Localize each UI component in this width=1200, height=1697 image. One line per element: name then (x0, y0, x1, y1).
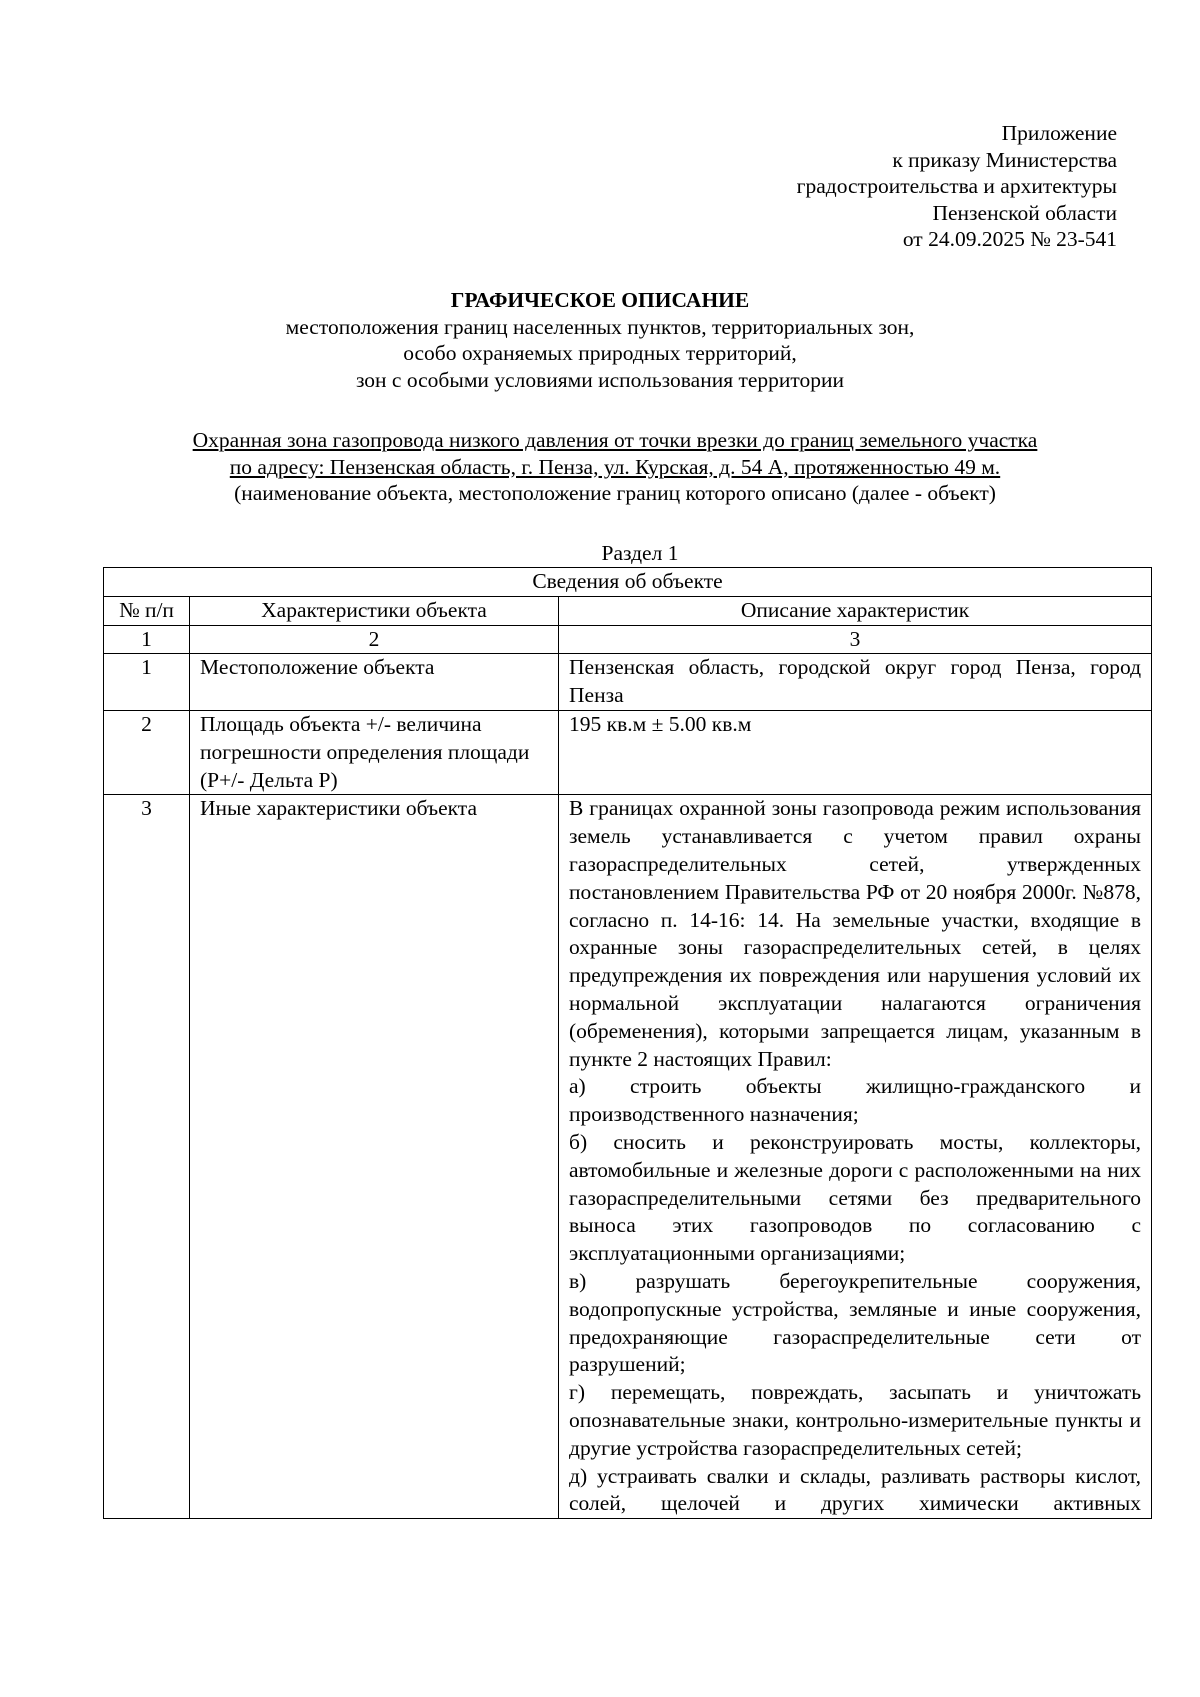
row-description (559, 795, 1152, 1519)
table-row (104, 710, 1152, 794)
table-column-number-row (104, 625, 1152, 654)
object-name-caption: (наименование объекта, местоположение границ которого описано (далее - объект) (234, 481, 996, 505)
row-description (559, 654, 1152, 711)
appendix-line: к приказу Министерства (892, 147, 1117, 172)
description-paragraph: в) разрушать берегоукрепительные сооружения, водопропускные устройства, земляные и иные сооружения, предохраняющие газораспределительные сети от разрушений; (569, 1268, 1142, 1377)
row-characteristic: Иные характеристики объекта (190, 795, 559, 1519)
row-description (559, 710, 1152, 794)
description-paragraph: г) перемещать, повреждать, засыпать и уничтожать опознавательные знаки, контрольно-измерительные пункты и другие устройства газораспределительных сетей; (569, 1380, 1142, 1460)
object-name-line: Охранная зона газопровода низкого давления от точки врезки до границ земельного участка (192, 428, 1038, 452)
table-caption-row (104, 568, 1152, 597)
table-row (104, 654, 1152, 711)
object-name-line: по адресу: Пензенская область, г. Пенза, ул. Курская, д. 54 А, протяженностью 49 м. (229, 454, 1001, 479)
document-title: ГРАФИЧЕСКОЕ ОПИСАНИЕ (450, 288, 750, 312)
row-number: 2 (104, 710, 190, 794)
appendix-line: от 24.09.2025 № 23-541 (902, 227, 1117, 251)
table-header-cell: Характеристики объекта (190, 596, 559, 625)
appendix-line: Пензенской области (932, 200, 1117, 225)
description-paragraph: б) сносить и реконструировать мосты, коллекторы, автомобильные и железные дороги с расположенными на них газораспределительными сетями без предварительного выноса этих газопроводов по согласованию с эксплуатационными организациями; (569, 1129, 1142, 1266)
description-paragraph: а) строить объекты жилищно-гражданского и производственного назначения; (569, 1074, 1142, 1127)
row-number: 3 (104, 795, 190, 1519)
table-row (104, 795, 1152, 1519)
row-characteristic: Местоположение объекта (190, 654, 559, 711)
table-header-row (104, 596, 1152, 625)
table-header-cell: № п/п (104, 596, 190, 625)
appendix-header (557, 120, 1117, 253)
description-paragraph: Пензенская область, городской округ город Пенза, город Пенза (569, 655, 1142, 708)
appendix-line: градостроительства и архитектуры (796, 174, 1117, 198)
document-subtitle-line: особо охраняемых природных территорий, (403, 341, 797, 365)
appendix-line: Приложение (1001, 121, 1117, 145)
table-column-number: 3 (559, 625, 1152, 654)
document-subtitle-line: зон с особыми условиями использования территории (355, 367, 845, 392)
table-column-number: 2 (190, 625, 559, 654)
document-title-block (100, 287, 1100, 393)
description-paragraph: д) устраивать свалки и склады, разливать растворы кислот, солей, щелочей и других химически активных (569, 1463, 1142, 1516)
document-subtitle-line: местоположения границ населенных пунктов, территориальных зон, (285, 314, 915, 339)
description-paragraph: 195 кв.м ± 5.00 кв.м (569, 711, 752, 736)
object-name-block (115, 427, 1115, 507)
row-characteristic: Площадь объекта +/- величина погрешности определения площади (P+/- Дельта P) (190, 710, 559, 794)
table-column-number: 1 (104, 625, 190, 654)
row-number: 1 (104, 654, 190, 711)
table-caption: Сведения об объекте (104, 568, 1152, 597)
table-header-cell: Описание характеристик (559, 596, 1152, 625)
object-info-table (103, 567, 1152, 1519)
description-paragraph: В границах охранной зоны газопровода режим использования земель устанавливается с учетом правил охраны газораспределительных сетей, утвержденных постановлением Правительства РФ от 20 ноября 2000г. №878, согласно п. 14-16: 14. На земельные участки, входящие в охранные зоны газораспределительных сетей, в целях предупреждения их повреждения или нарушения условий их нормальной эксплуатации налагаются ограничения (обременения), которыми запрещается лицам, указанным в пункте 2 настоящих Правил: (569, 796, 1142, 1071)
section-label: Раздел 1 (601, 541, 679, 565)
